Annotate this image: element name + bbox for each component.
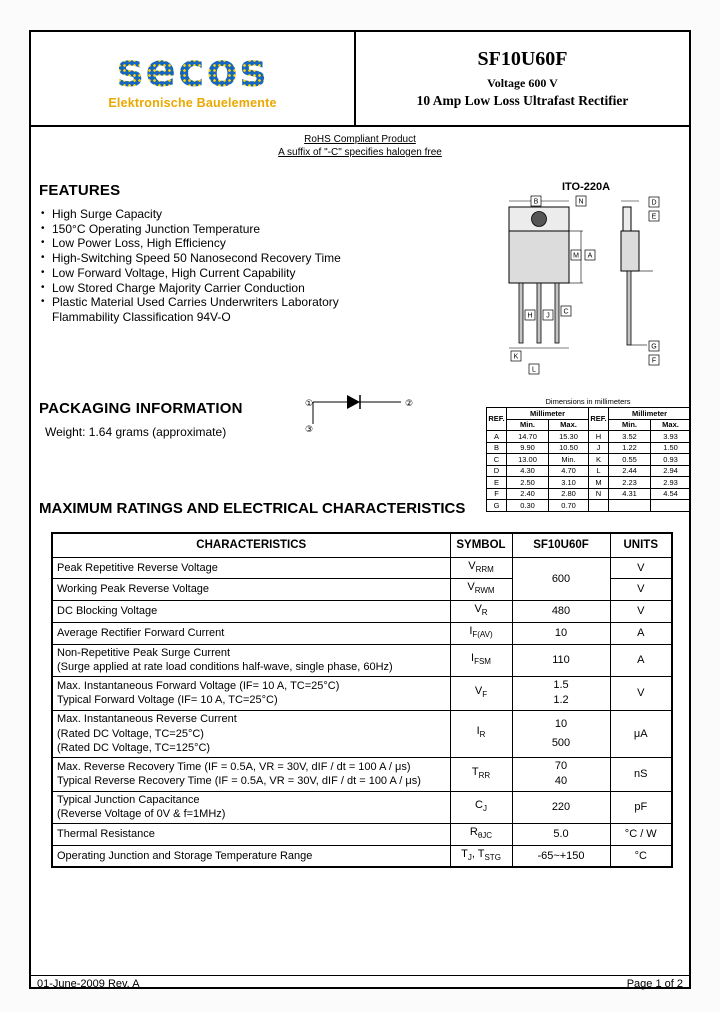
symbol-sub: STG bbox=[484, 852, 501, 862]
packaging-title: PACKAGING INFORMATION bbox=[39, 400, 243, 417]
feature-item: • Low Stored Charge Majority Carrier Conduction bbox=[39, 281, 384, 296]
package-name: ITO-220A bbox=[561, 181, 611, 193]
dim-row bbox=[487, 454, 691, 466]
dim-header-max: Max. bbox=[651, 419, 691, 431]
characteristic-line: Max. Instantaneous Reverse Current bbox=[57, 712, 237, 725]
dim-cell: 0.55 bbox=[609, 454, 651, 466]
symbol-main: I bbox=[471, 651, 475, 664]
dim-label-l: L bbox=[532, 366, 536, 374]
characteristic-line: Typical Reverse Recovery Time (IF = 0.5A, VR = 30V, dIF / dt = 100 A / μs) bbox=[57, 775, 421, 788]
symbol-cell bbox=[450, 601, 512, 623]
footer bbox=[31, 975, 689, 990]
symbol-cell bbox=[450, 791, 512, 823]
symbol-sub: J bbox=[482, 804, 487, 814]
dim-header-min: Min. bbox=[609, 419, 651, 431]
feature-item: • Low Power Loss, High Efficiency bbox=[39, 236, 384, 251]
value-line: 70 bbox=[554, 759, 568, 772]
dim-cell: 0.93 bbox=[651, 454, 691, 466]
dim-cell: B bbox=[487, 442, 507, 454]
feature-item: • High-Switching Speed 50 Nanosecond Recovery Time bbox=[39, 251, 384, 266]
characteristic-cell bbox=[52, 644, 450, 676]
weight-text: Weight: 1.64 grams (approximate) bbox=[45, 425, 227, 439]
value-cell: 10 bbox=[512, 622, 610, 644]
description-line: 10 Amp Low Loss Ultrafast Rectifier bbox=[416, 93, 629, 108]
ratings-row bbox=[52, 710, 672, 757]
symbol-sub: RWM bbox=[474, 586, 495, 596]
symbol-sub: F bbox=[482, 690, 488, 700]
value-line: 1.2 bbox=[553, 694, 569, 707]
package-drawing bbox=[481, 195, 691, 395]
dim-row bbox=[487, 500, 691, 512]
dim-cell: D bbox=[487, 465, 507, 477]
symbol-main: T bbox=[477, 847, 485, 860]
value-cell: 110 bbox=[512, 644, 610, 676]
units-cell: nS bbox=[610, 757, 672, 791]
sheet-frame bbox=[29, 30, 691, 989]
voltage-line: Voltage 600 V bbox=[487, 76, 558, 90]
characteristic-line: Non-Repetitive Peak Surge Current bbox=[57, 646, 231, 659]
feature-item: • Low Forward Voltage, High Current Capability bbox=[39, 266, 384, 281]
symbol-cell bbox=[450, 622, 512, 644]
value-cell bbox=[512, 757, 610, 791]
units-cell: V bbox=[610, 557, 672, 579]
characteristic-line: (Surge applied at rate load conditions half-wave, single phase, 60Hz) bbox=[57, 661, 393, 674]
dim-cell: E bbox=[487, 477, 507, 489]
dim-label-n: N bbox=[578, 198, 584, 206]
secos-logo: secos bbox=[116, 43, 269, 97]
ratings-row bbox=[52, 622, 672, 644]
dim-cell: 4.30 bbox=[507, 465, 549, 477]
symbol-main: R bbox=[469, 825, 478, 838]
dim-row bbox=[487, 465, 691, 477]
symbol-main: T bbox=[461, 847, 468, 860]
symbol-cell bbox=[450, 757, 512, 791]
features-title: FEATURES bbox=[39, 182, 121, 199]
symbol-sub: FSM bbox=[474, 657, 491, 667]
dim-label-g: G bbox=[651, 343, 657, 351]
dim-cell: J bbox=[589, 442, 609, 454]
dim-cell: G bbox=[487, 500, 507, 512]
ratings-table bbox=[51, 532, 673, 868]
part-number: SF10U60F bbox=[477, 48, 568, 70]
dim-cell: 1.22 bbox=[609, 442, 651, 454]
characteristic-cell: Working Peak Reverse Voltage bbox=[52, 579, 450, 601]
dim-label-c: C bbox=[563, 308, 569, 316]
dim-cell: 3.93 bbox=[651, 431, 691, 443]
ratings-row bbox=[52, 557, 672, 579]
dim-label-b: B bbox=[533, 198, 539, 206]
symbol-sub: RRM bbox=[475, 564, 494, 574]
dim-cell: 13.00 bbox=[507, 454, 549, 466]
dim-header-row bbox=[487, 408, 691, 420]
ratings-row bbox=[52, 845, 672, 867]
symbol-main: I bbox=[476, 725, 480, 738]
ratings-title: MAXIMUM RATINGS AND ELECTRICAL CHARACTERISTICS bbox=[39, 500, 466, 517]
pin-2-label: ② bbox=[405, 399, 414, 409]
characteristic-cell: Operating Junction and Storage Temperature Range bbox=[52, 845, 450, 867]
dim-row bbox=[487, 477, 691, 489]
header-units: UNITS bbox=[610, 533, 672, 557]
value-line: 500 bbox=[551, 736, 571, 749]
dim-cell: 2.80 bbox=[549, 488, 589, 500]
dim-row bbox=[487, 442, 691, 454]
dim-cell bbox=[589, 500, 609, 512]
symbol-sub: F(AV) bbox=[472, 630, 493, 640]
dim-cell: C bbox=[487, 454, 507, 466]
symbol-cell bbox=[450, 845, 512, 867]
dim-label-j: J bbox=[546, 312, 550, 320]
ratings-row bbox=[52, 601, 672, 623]
units-cell: A bbox=[610, 622, 672, 644]
characteristic-cell: Average Rectifier Forward Current bbox=[52, 622, 450, 644]
symbol-cell bbox=[450, 557, 512, 579]
ratings-row bbox=[52, 757, 672, 791]
value-cell bbox=[512, 676, 610, 710]
symbol-cell bbox=[450, 579, 512, 601]
value-cell: 220 bbox=[512, 791, 610, 823]
symbol-cell bbox=[450, 823, 512, 845]
feature-item: • 150°C Operating Junction Temperature bbox=[39, 222, 384, 237]
dim-label-a: A bbox=[587, 252, 593, 260]
symbol-cell bbox=[450, 644, 512, 676]
header-symbol: SYMBOL bbox=[450, 533, 512, 557]
units-cell: pF bbox=[610, 791, 672, 823]
units-cell: V bbox=[610, 676, 672, 710]
characteristic-line: Max. Instantaneous Forward Voltage (IF= 10 A, TC=25°C) bbox=[57, 679, 340, 692]
dim-label-f: F bbox=[651, 357, 657, 365]
value-cell: 5.0 bbox=[512, 823, 610, 845]
units-cell: V bbox=[610, 579, 672, 601]
diode-schematic bbox=[297, 388, 423, 438]
dim-cell bbox=[609, 500, 651, 512]
units-cell: V bbox=[610, 601, 672, 623]
characteristic-line: (Reverse Voltage of 0V & f=1MHz) bbox=[57, 808, 226, 821]
symbol-sub: R bbox=[481, 608, 488, 618]
dim-cell: A bbox=[487, 431, 507, 443]
characteristic-cell bbox=[52, 710, 450, 757]
rohs-compliant-text: RoHS Compliant Product bbox=[304, 134, 416, 145]
symbol-sub: θJC bbox=[477, 831, 493, 841]
dim-cell: 2.94 bbox=[651, 465, 691, 477]
features-list bbox=[39, 207, 384, 325]
characteristic-cell bbox=[52, 676, 450, 710]
dim-row bbox=[487, 488, 691, 500]
dim-header-ref: REF. bbox=[589, 408, 609, 431]
title-block bbox=[356, 32, 689, 125]
dim-cell: 1.50 bbox=[651, 442, 691, 454]
value-line: 40 bbox=[554, 775, 568, 788]
characteristic-cell: Thermal Resistance bbox=[52, 823, 450, 845]
dim-label-k: K bbox=[513, 353, 519, 361]
dim-header-mm: Millimeter bbox=[507, 408, 589, 420]
ratings-row bbox=[52, 791, 672, 823]
logo-block bbox=[31, 32, 356, 125]
ratings-header-row bbox=[52, 533, 672, 557]
features-section bbox=[39, 182, 384, 325]
dim-cell: F bbox=[487, 488, 507, 500]
dim-cell: 4.54 bbox=[651, 488, 691, 500]
characteristic-line: Typical Forward Voltage (IF= 10 A, TC=25°C) bbox=[57, 694, 278, 707]
value-cell: -65~+150 bbox=[512, 845, 610, 867]
footer-page-number: Page 1 of 2 bbox=[626, 978, 683, 990]
feature-item: • Plastic Material Used Carries Underwriters Laboratory Flammability Classification 94V-O bbox=[39, 295, 384, 324]
header-part: SF10U60F bbox=[512, 533, 610, 557]
ratings-row bbox=[52, 676, 672, 710]
dim-cell bbox=[651, 500, 691, 512]
symbol-main: C bbox=[475, 798, 483, 811]
diode-symbol bbox=[347, 395, 360, 409]
dim-header-mm: Millimeter bbox=[609, 408, 691, 420]
dim-header-min: Min. bbox=[507, 419, 549, 431]
dim-cell: 3.52 bbox=[609, 431, 651, 443]
dim-cell: 10.50 bbox=[549, 442, 589, 454]
pin-3-label: ③ bbox=[305, 425, 314, 435]
halogen-free-text: A suffix of "-C" specifies halogen free bbox=[278, 147, 442, 158]
dim-cell: K bbox=[589, 454, 609, 466]
characteristic-line: Typical Junction Capacitance bbox=[57, 793, 200, 806]
dim-cell: 2.44 bbox=[609, 465, 651, 477]
dim-header-ref: REF. bbox=[487, 408, 507, 431]
dim-cell: 0.30 bbox=[507, 500, 549, 512]
characteristic-line: (Rated DC Voltage, TC=125°C) bbox=[57, 742, 211, 755]
dimensions-note: Dimensions in millimeters bbox=[545, 397, 631, 406]
package-front-view bbox=[509, 198, 584, 348]
units-cell: °C / W bbox=[610, 823, 672, 845]
symbol-main: T bbox=[471, 765, 479, 778]
header bbox=[31, 32, 689, 127]
dim-header-max: Max. bbox=[549, 419, 589, 431]
ratings-row bbox=[52, 644, 672, 676]
value-cell: 480 bbox=[512, 601, 610, 623]
dim-cell: 4.70 bbox=[549, 465, 589, 477]
dim-cell: 14.70 bbox=[507, 431, 549, 443]
symbol-sub: R bbox=[479, 730, 486, 740]
dim-cell: 4.31 bbox=[609, 488, 651, 500]
value-cell bbox=[512, 710, 610, 757]
feature-item: • High Surge Capacity bbox=[39, 207, 384, 222]
dim-label-d: D bbox=[651, 199, 657, 207]
symbol-main: V bbox=[474, 603, 482, 616]
dim-label-m: M bbox=[573, 252, 579, 260]
characteristic-cell bbox=[52, 791, 450, 823]
value-line: 1.5 bbox=[553, 678, 569, 691]
symbol-cell bbox=[450, 676, 512, 710]
dim-row bbox=[487, 431, 691, 443]
package-side-view bbox=[621, 201, 653, 345]
dim-cell: 15.30 bbox=[549, 431, 589, 443]
dim-cell: 2.93 bbox=[651, 477, 691, 489]
dim-cell: 2.40 bbox=[507, 488, 549, 500]
header-characteristics: CHARACTERISTICS bbox=[52, 533, 450, 557]
dim-cell: 0.70 bbox=[549, 500, 589, 512]
ratings-row bbox=[52, 823, 672, 845]
characteristic-line: Max. Reverse Recovery Time (IF = 0.5A, VR = 30V, dIF / dt = 100 A / μs) bbox=[57, 760, 411, 773]
dim-cell: 2.23 bbox=[609, 477, 651, 489]
characteristic-cell bbox=[52, 757, 450, 791]
units-cell: A bbox=[610, 644, 672, 676]
units-cell: μA bbox=[610, 710, 672, 757]
symbol-main: V bbox=[474, 685, 483, 698]
dim-label-h: H bbox=[527, 312, 533, 320]
dim-label-e: E bbox=[651, 213, 657, 221]
dim-cell: Min. bbox=[549, 454, 589, 466]
symbol-sub: J bbox=[467, 852, 472, 862]
symbol-main: V bbox=[468, 559, 476, 572]
dimensions-table bbox=[486, 407, 691, 512]
packaging-section bbox=[39, 400, 339, 439]
symbol-separator: , bbox=[471, 847, 478, 860]
value-line: 10 bbox=[554, 717, 568, 730]
footer-date-rev: 01-June-2009 Rev. A bbox=[37, 978, 140, 990]
characteristic-cell: DC Blocking Voltage bbox=[52, 601, 450, 623]
characteristic-cell: Peak Repetitive Reverse Voltage bbox=[52, 557, 450, 579]
logo-subtitle: Elektronische Bauelemente bbox=[108, 95, 277, 110]
dim-cell: 9.90 bbox=[507, 442, 549, 454]
symbol-main: V bbox=[467, 581, 475, 594]
characteristic-line: (Rated DC Voltage, TC=25°C) bbox=[57, 727, 204, 740]
units-cell: °C bbox=[610, 845, 672, 867]
symbol-cell bbox=[450, 710, 512, 757]
symbol-sub: RR bbox=[478, 770, 491, 780]
dim-cell: M bbox=[589, 477, 609, 489]
pin-1-label: ① bbox=[305, 399, 314, 409]
dim-cell: 3.10 bbox=[549, 477, 589, 489]
compliance-block bbox=[31, 133, 689, 159]
dim-cell: 2.50 bbox=[507, 477, 549, 489]
value-cell: 600 bbox=[512, 557, 610, 601]
dim-cell: L bbox=[589, 465, 609, 477]
dim-cell: N bbox=[589, 488, 609, 500]
dim-cell: H bbox=[589, 431, 609, 443]
symbol-main: I bbox=[469, 624, 473, 637]
